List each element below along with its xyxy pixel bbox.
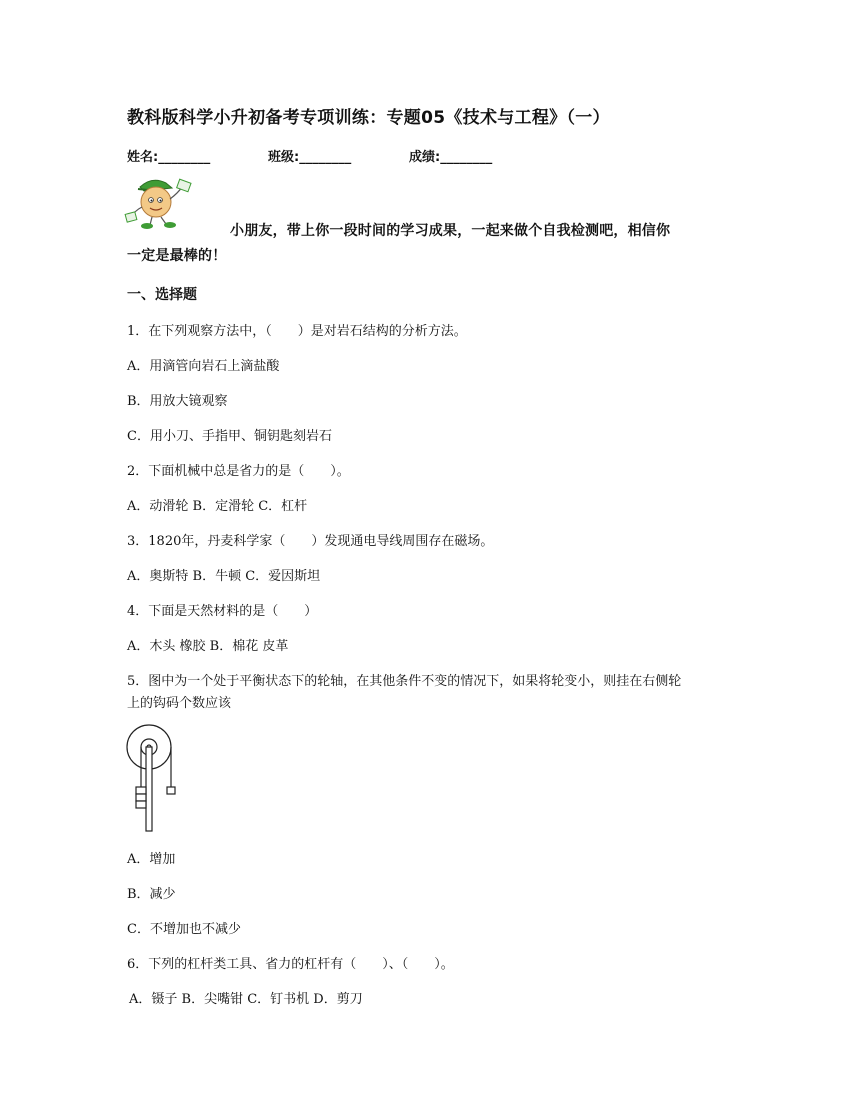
question-6-stem: 6．下列的杠杆类工具、省力的杠杆有（ ）、（ ）。 <box>127 957 454 972</box>
intro-line-1: 小朋友，带上你一段时间的学习成果，一起来做个自我检测吧，相信你 <box>230 223 671 239</box>
question-4-options: A．木头 橡胶 B．棉花 皮革 <box>127 639 289 654</box>
question-2-stem: 2．下面机械中总是省力的是（ ）。 <box>127 464 350 479</box>
name-field: 姓名:________ <box>127 150 211 165</box>
question-5-stem-line-2: 上的钩码个数应该 <box>127 696 232 711</box>
question-3-options: A．奥斯特 B．牛顿 C．爱因斯坦 <box>127 569 321 584</box>
question-5-option-a: A．增加 <box>127 852 176 867</box>
wheel-and-axle-diagram <box>124 721 184 833</box>
section-title: 一、选择题 <box>127 287 197 303</box>
question-5-stem-line-1: 5．图中为一个处于平衡状态下的轮轴，在其他条件不变的情况下，如果将轮变小，则挂在右侧轮 <box>127 674 682 689</box>
question-1-option-c: C．用小刀、手指甲、铜钥匙刻岩石 <box>127 429 332 444</box>
question-1-option-a: A．用滴管向岩石上滴盐酸 <box>127 359 280 374</box>
score-field: 成绩:________ <box>409 150 493 165</box>
page-title: 教科版科学小升初备考专项训练：专题05《技术与工程》（一） <box>127 108 610 128</box>
question-1-stem: 1．在下列观察方法中，（ ）是对岩石结构的分析方法。 <box>127 324 467 339</box>
mascot-illustration <box>124 175 200 231</box>
question-2-options: A．动滑轮 B．定滑轮 C．杠杆 <box>127 499 308 514</box>
intro-line-2: 一定是最棒的！ <box>127 248 227 264</box>
question-5-option-b: B．减少 <box>127 887 176 902</box>
question-3-stem: 3．1820年，丹麦科学家（ ）发现通电导线周围存在磁场。 <box>127 534 494 549</box>
question-1-option-b: B．用放大镜观察 <box>127 394 228 409</box>
question-6-options: A．镊子 B．尖嘴钳 C．钉书机 D．剪刀 <box>129 992 363 1007</box>
class-field: 班级:________ <box>268 150 352 165</box>
question-4-stem: 4．下面是天然材料的是（ ） <box>127 604 318 619</box>
question-5-option-c: C．不增加也不减少 <box>127 922 241 937</box>
